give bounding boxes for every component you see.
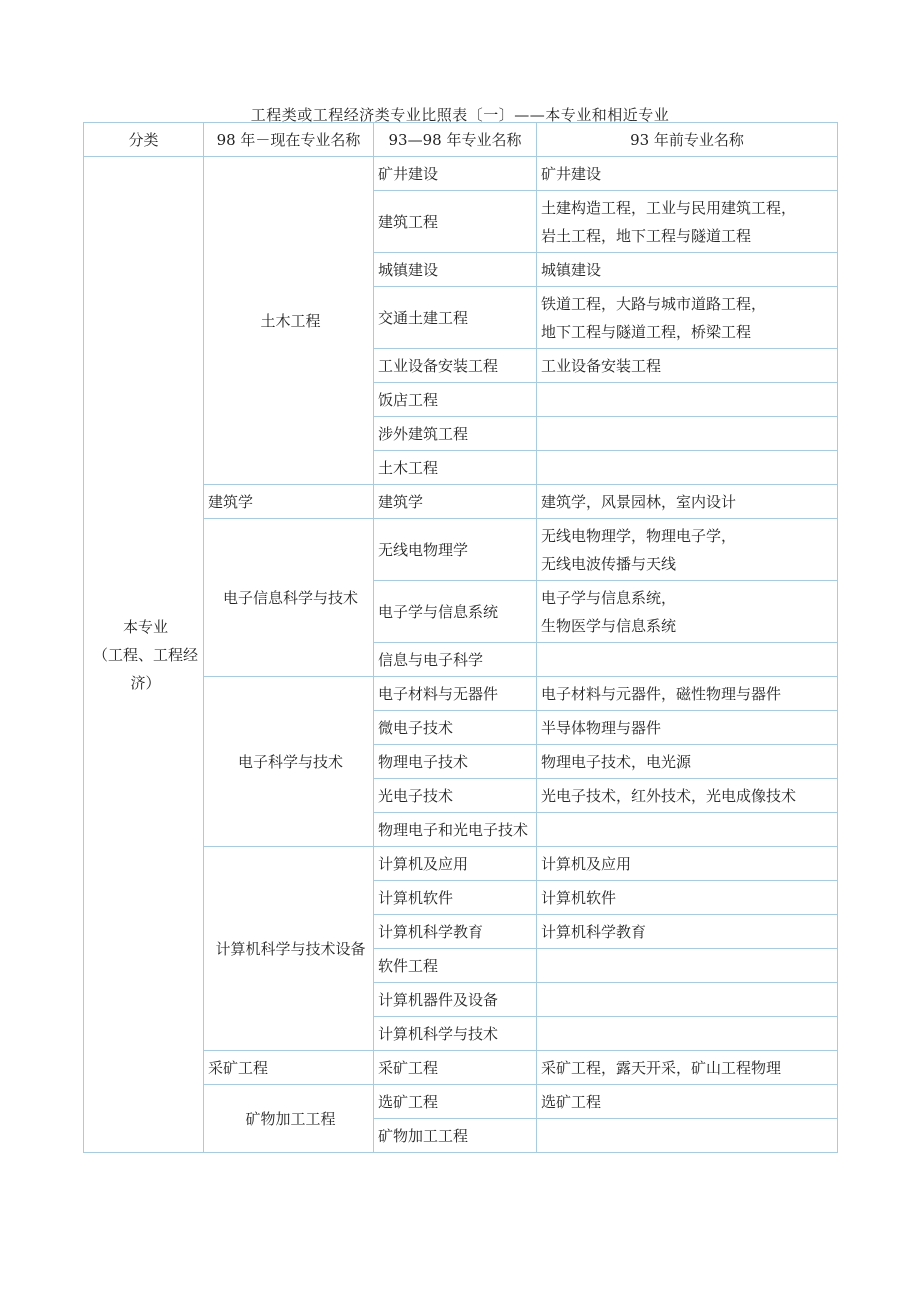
- category-cell: [84, 157, 204, 1153]
- mid-major-cell: 计算机科学与技术: [374, 1017, 537, 1051]
- current-major-cell: 建筑学: [204, 485, 374, 519]
- old-major-cell: [537, 983, 838, 1017]
- table-body: [84, 157, 838, 1153]
- old-major-cell: [537, 581, 838, 643]
- old-major-line: 工业设备安装工程: [541, 356, 662, 375]
- mid-major-cell: 矿物加工工程: [374, 1119, 537, 1153]
- old-major-cell: [537, 253, 838, 287]
- old-major-cell: [537, 779, 838, 813]
- old-major-cell: [537, 1017, 838, 1051]
- old-major-cell: [537, 711, 838, 745]
- old-major-cell: [537, 643, 838, 677]
- mid-major-cell: 城镇建设: [374, 253, 537, 287]
- old-major-line: 生物医学与信息系统: [541, 616, 677, 635]
- old-major-line: 地下工程与隧道工程，桥梁工程: [541, 322, 752, 341]
- comparison-table: [83, 122, 838, 1153]
- old-major-cell: [537, 677, 838, 711]
- header-current-major: 98 年－现在专业名称: [204, 123, 374, 157]
- mid-major-cell: 信息与电子科学: [374, 643, 537, 677]
- old-major-cell: [537, 519, 838, 581]
- old-major-cell: [537, 813, 838, 847]
- old-major-line: 计算机软件: [541, 888, 617, 907]
- header-1993-1998-major: 93—98 年专业名称: [374, 123, 537, 157]
- old-major-line: 光电子技术，红外技术，光电成像技术: [541, 786, 797, 805]
- mid-major-cell: 交通土建工程: [374, 287, 537, 349]
- old-major-cell: [537, 949, 838, 983]
- header-category: 分类: [84, 123, 204, 157]
- current-major-cell: 电子科学与技术: [204, 677, 374, 847]
- old-major-line: 无线电波传播与天线: [541, 554, 677, 573]
- mid-major-cell: 微电子技术: [374, 711, 537, 745]
- old-major-cell: [537, 157, 838, 191]
- mid-major-cell: 无线电物理学: [374, 519, 537, 581]
- old-major-line: 电子材料与元器件，磁性物理与器件: [541, 684, 782, 703]
- mid-major-cell: 物理电子和光电子技术: [374, 813, 537, 847]
- table-header-row: [84, 123, 838, 157]
- current-major-cell: 矿物加工工程: [204, 1085, 374, 1153]
- old-major-cell: [537, 451, 838, 485]
- old-major-line: 城镇建设: [541, 260, 602, 279]
- mid-major-cell: 建筑工程: [374, 191, 537, 253]
- old-major-line: 建筑学，风景园林，室内设计: [541, 492, 737, 511]
- current-major-cell: 电子信息科学与技术: [204, 519, 374, 677]
- old-major-line: 无线电物理学，物理电子学，: [541, 526, 737, 545]
- current-major-cell: 计算机科学与技术设备: [204, 847, 374, 1051]
- old-major-cell: [537, 287, 838, 349]
- old-major-line: 铁道工程，大路与城市道路工程，: [541, 294, 767, 313]
- category-line: （工程、工程经: [92, 645, 198, 664]
- header-pre-1993-major: 93 年前专业名称: [537, 123, 838, 157]
- mid-major-cell: 饭店工程: [374, 383, 537, 417]
- mid-major-cell: 计算机器件及设备: [374, 983, 537, 1017]
- mid-major-cell: 土木工程: [374, 451, 537, 485]
- old-major-cell: [537, 1051, 838, 1085]
- mid-major-cell: 电子学与信息系统: [374, 581, 537, 643]
- old-major-cell: [537, 417, 838, 451]
- old-major-cell: [537, 915, 838, 949]
- mid-major-cell: 选矿工程: [374, 1085, 537, 1119]
- current-major-cell: 土木工程: [204, 157, 374, 485]
- mid-major-cell: 计算机科学教育: [374, 915, 537, 949]
- old-major-cell: [537, 1119, 838, 1153]
- old-major-line: 电子学与信息系统，: [541, 588, 677, 607]
- page-title: 工程类或工程经济类专业比照表〔一〕——本专业和相近专业: [250, 106, 670, 124]
- mid-major-cell: 软件工程: [374, 949, 537, 983]
- mid-major-cell: 工业设备安装工程: [374, 349, 537, 383]
- old-major-cell: [537, 881, 838, 915]
- mid-major-cell: 电子材料与无器件: [374, 677, 537, 711]
- current-major-cell: 采矿工程: [204, 1051, 374, 1085]
- old-major-line: 岩土工程，地下工程与隧道工程: [541, 226, 752, 245]
- old-major-cell: [537, 745, 838, 779]
- old-major-cell: [537, 191, 838, 253]
- old-major-cell: [537, 1085, 838, 1119]
- mid-major-cell: 涉外建筑工程: [374, 417, 537, 451]
- old-major-line: 土建构造工程，工业与民用建筑工程，: [541, 198, 797, 217]
- old-major-line: 矿井建设: [541, 164, 602, 183]
- mid-major-cell: 采矿工程: [374, 1051, 537, 1085]
- old-major-cell: [537, 847, 838, 881]
- mid-major-cell: 矿井建设: [374, 157, 537, 191]
- old-major-line: 采矿工程，露天开采，矿山工程物理: [541, 1058, 782, 1077]
- mid-major-cell: 物理电子技术: [374, 745, 537, 779]
- mid-major-cell: 建筑学: [374, 485, 537, 519]
- old-major-cell: [537, 349, 838, 383]
- old-major-line: 计算机及应用: [541, 854, 632, 873]
- old-major-cell: [537, 485, 838, 519]
- old-major-line: 半导体物理与器件: [541, 718, 662, 737]
- table-row: [84, 157, 838, 191]
- mid-major-cell: 光电子技术: [374, 779, 537, 813]
- mid-major-cell: 计算机软件: [374, 881, 537, 915]
- mid-major-cell: 计算机及应用: [374, 847, 537, 881]
- old-major-line: 计算机科学教育: [541, 922, 647, 941]
- category-line: 济）: [130, 673, 161, 692]
- old-major-line: 选矿工程: [541, 1092, 602, 1111]
- category-line: 本专业: [122, 617, 168, 636]
- old-major-cell: [537, 383, 838, 417]
- old-major-line: 物理电子技术，电光源: [541, 752, 692, 771]
